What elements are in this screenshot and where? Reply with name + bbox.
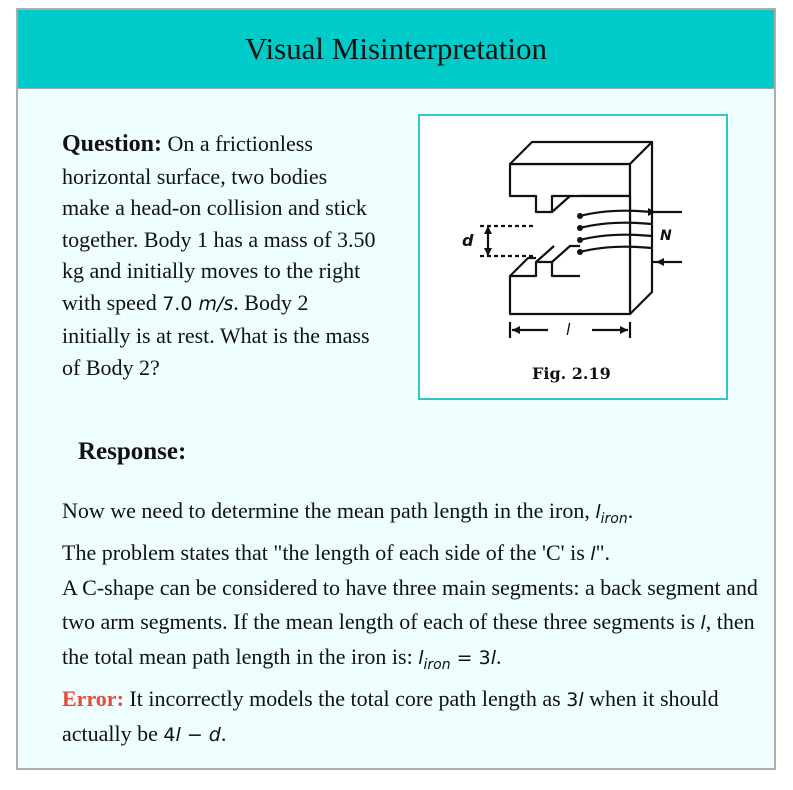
response-line-2: The problem states that "the length of each side of the 'C' is l". (62, 539, 611, 565)
error-line: Error: It incorrectly models the total core path length as 3l when it should actually be 4l − d. (62, 685, 719, 746)
label-N: N (660, 228, 672, 244)
question-text-1: On a frictionless horizontal surface, two bodies make a head-on collision and stick together. Body 1 has a mass of 3.50 kg and initially moves to the right with speed (62, 131, 376, 315)
figure-box (418, 114, 728, 400)
card (16, 8, 776, 770)
speed-value: 7.0 m/s (162, 292, 234, 315)
equation: $l_{iron} = 3l$ (418, 646, 496, 673)
question-label: Question: (62, 131, 163, 157)
label-l: l (566, 320, 571, 339)
error-label: Error: (62, 685, 124, 711)
response-label: Response: (78, 438, 187, 465)
header-bar (18, 10, 774, 89)
question-text-2: . Body 2 initially is at rest. What is the mass of Body 2? (62, 289, 370, 380)
c-core-figure (420, 116, 726, 398)
label-d: d (462, 231, 474, 250)
page-title: Visual Misinterpretation (244, 31, 548, 66)
question-block (62, 128, 380, 383)
figure-caption: Fig. 2.19 (532, 364, 611, 383)
response-block (62, 494, 762, 752)
response-line-1: Now we need to determine the mean path length in the iron, $l_{iron}$. (62, 498, 634, 527)
response-line-3: A C-shape can be considered to have three main segments: a back segment and two arm segments. If the mean length of each of these three segments is l, then the total mean path length in the iron is: $l_{iron} = 3l$. (62, 574, 758, 673)
